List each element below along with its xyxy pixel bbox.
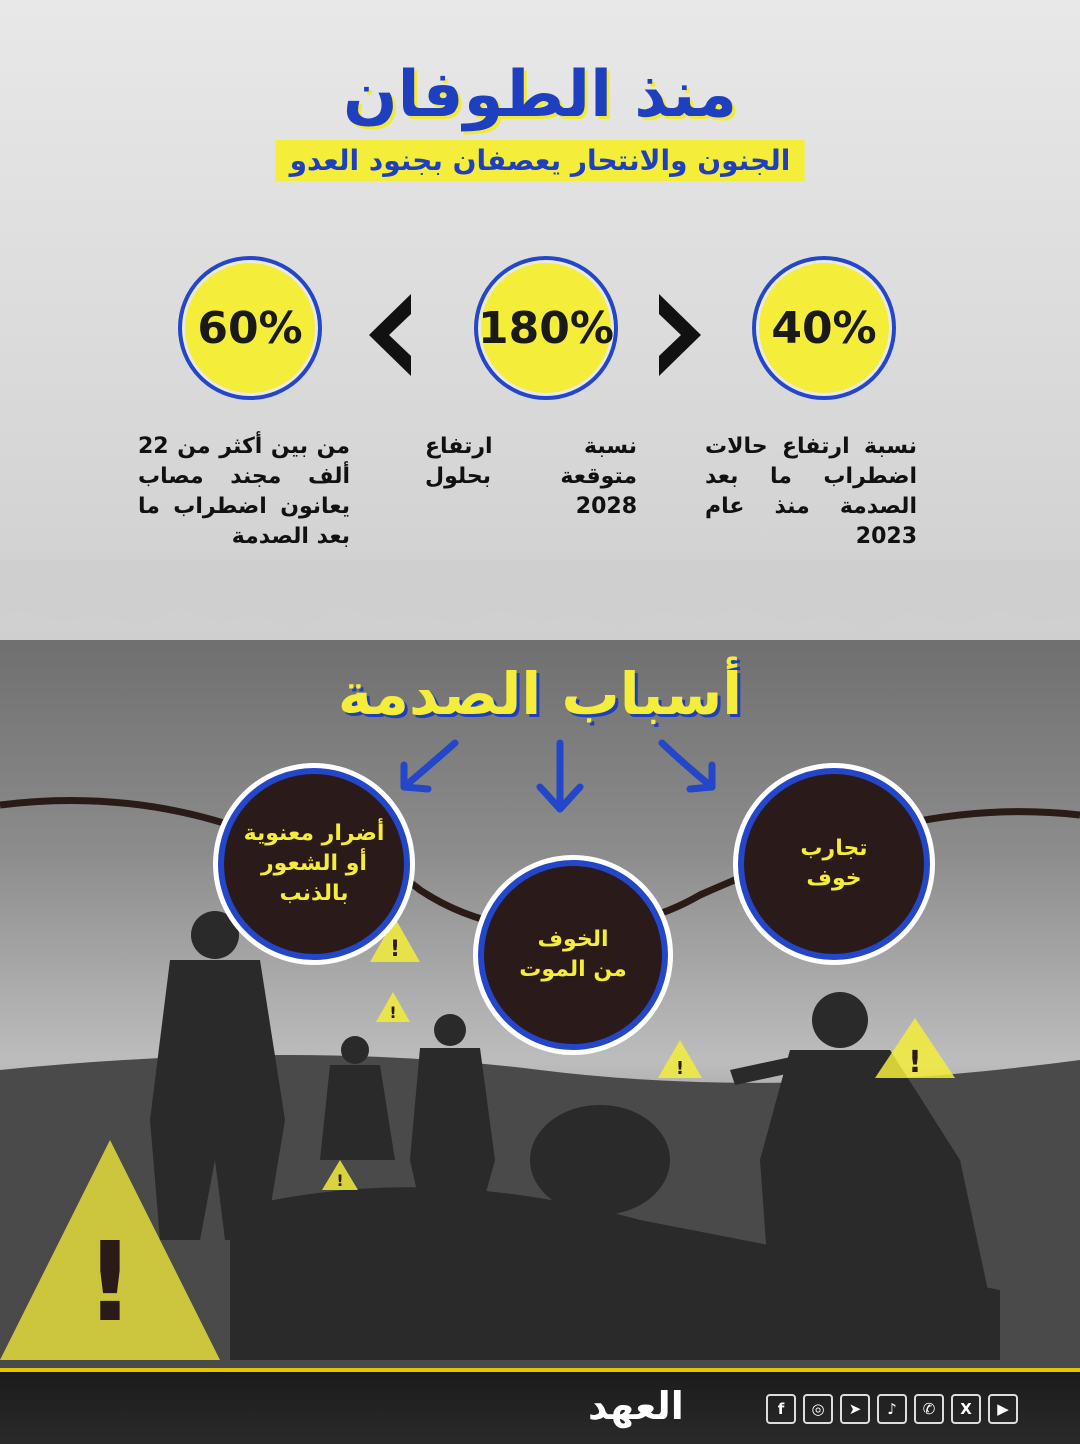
cause-label: الخوف من الموت bbox=[519, 927, 627, 982]
tiktok-icon[interactable]: ♪ bbox=[877, 1394, 907, 1424]
cause-circle-fear-of-death bbox=[478, 860, 668, 1050]
page-subtitle: الجنون والانتحار يعصفان بجنود العدو bbox=[276, 140, 805, 181]
x-icon[interactable]: X bbox=[951, 1394, 981, 1424]
instagram-icon[interactable]: ◎ bbox=[803, 1394, 833, 1424]
svg-text:!: ! bbox=[84, 1218, 136, 1346]
torn-paper-edge bbox=[0, 560, 1080, 650]
brand-logo: العهد bbox=[588, 1384, 684, 1428]
stat-text-180: نسبة ارتفاع متوقعة بحلول 2028 bbox=[425, 434, 637, 519]
page-title: منذ الطوفان bbox=[343, 58, 737, 132]
cause-label: أضرار معنوية أو الشعور بالذنب bbox=[243, 821, 385, 906]
chevron-right-icon bbox=[655, 290, 705, 380]
stat-text-60: من بين أكثر من 22 ألف مجند مصاب يعانون اضطراب ما بعد الصدمة bbox=[138, 434, 350, 549]
whatsapp-icon[interactable]: ✆ bbox=[914, 1394, 944, 1424]
stat-text-40: نسبة ارتفاع حالات اضطراب ما بعد الصدمة منذ عام 2023 bbox=[705, 434, 917, 549]
youtube-icon[interactable]: ▶ bbox=[988, 1394, 1018, 1424]
causes-title: أسباب الصدمة bbox=[337, 660, 743, 728]
cause-circle-fear-experiences bbox=[738, 768, 930, 960]
facebook-icon[interactable]: f bbox=[766, 1394, 796, 1424]
cause-label: تجارب خوف bbox=[800, 836, 868, 891]
chevron-left-icon bbox=[365, 290, 415, 380]
cause-circle-moral-injury bbox=[218, 768, 410, 960]
stat-circle-180: 180% bbox=[474, 256, 618, 400]
svg-text:!: ! bbox=[675, 1058, 685, 1079]
svg-text:!: ! bbox=[336, 1171, 344, 1190]
telegram-icon[interactable]: ➤ bbox=[840, 1394, 870, 1424]
footer-bar bbox=[0, 1368, 1080, 1444]
svg-text:!: ! bbox=[389, 1003, 397, 1022]
arrows-group bbox=[390, 735, 730, 825]
svg-text:!: ! bbox=[389, 937, 401, 962]
svg-text:!: ! bbox=[908, 1045, 922, 1080]
stat-circle-60: 60% bbox=[178, 256, 322, 400]
stat-circle-40: 40% bbox=[752, 256, 896, 400]
